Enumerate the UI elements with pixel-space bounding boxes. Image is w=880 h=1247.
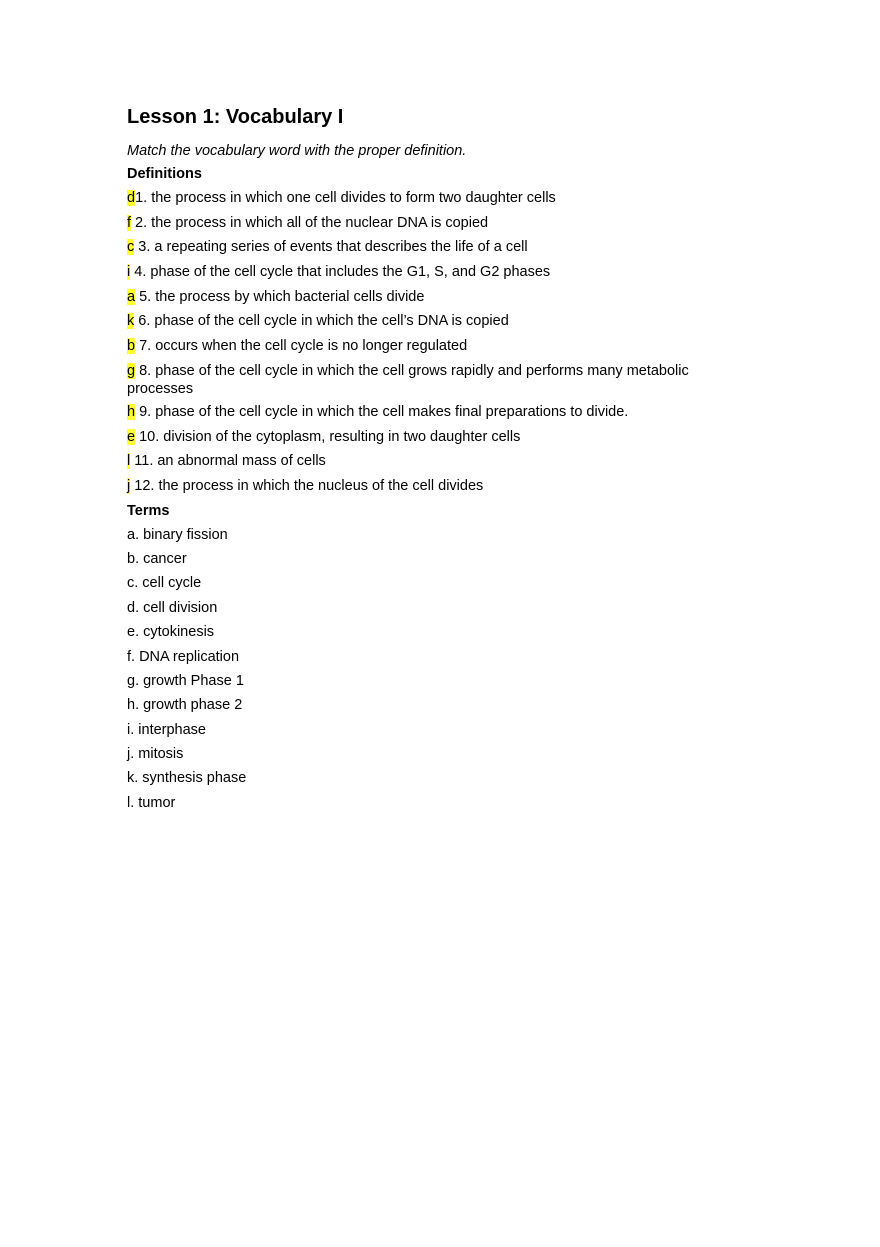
definition-item xyxy=(127,263,727,281)
definition-item xyxy=(127,477,727,495)
definition-item xyxy=(127,312,727,330)
definition-item xyxy=(127,214,727,232)
definition-item xyxy=(127,403,727,421)
terms-heading: Terms xyxy=(127,502,170,519)
answer-highlight: g xyxy=(127,362,136,379)
terms-list xyxy=(127,526,727,812)
answer-highlight: f xyxy=(127,214,132,231)
answer-highlight: e xyxy=(127,428,136,445)
answer-highlight: j xyxy=(127,477,131,494)
document-page xyxy=(127,104,727,818)
definitions-list xyxy=(127,189,727,495)
definition-item xyxy=(127,428,727,446)
definition-text: 11. an abnormal mass of cells xyxy=(130,453,326,470)
definition-text: 10. division of the cytoplasm, resulting in two daughter cells xyxy=(135,428,521,445)
term-item: k. synthesis phase xyxy=(127,770,247,787)
definition-item xyxy=(127,337,727,355)
term-item: l. tumor xyxy=(127,794,176,811)
definition-item xyxy=(127,288,727,306)
term-item: b. cancer xyxy=(127,550,187,567)
definition-text: 1. the process in which one cell divides to form two daughter cells xyxy=(135,190,556,206)
definition-text: 12. the process in which the nucleus of the cell divides xyxy=(130,477,484,494)
instructions-text: Match the vocabulary word with the proper definition. xyxy=(127,143,467,159)
answer-highlight: l xyxy=(127,453,131,470)
definition-item xyxy=(127,189,727,207)
term-item: a. binary fission xyxy=(127,526,228,543)
definition-item xyxy=(127,238,727,256)
definition-item xyxy=(127,362,727,398)
definition-text: 9. phase of the cell cycle in which the cell makes final preparations to divide. xyxy=(135,403,629,420)
term-item: h. growth phase 2 xyxy=(127,697,243,714)
answer-highlight: b xyxy=(127,338,136,355)
definition-text: 5. the process by which bacterial cells divide xyxy=(135,288,425,305)
answer-highlight: i xyxy=(127,264,131,281)
answer-highlight: c xyxy=(127,239,135,256)
term-item: c. cell cycle xyxy=(127,575,202,592)
term-item: j. mitosis xyxy=(127,746,184,763)
definitions-heading: Definitions xyxy=(127,166,202,182)
answer-highlight: k xyxy=(127,313,135,330)
term-item: g. growth Phase 1 xyxy=(127,672,244,689)
page-title: Lesson 1: Vocabulary I xyxy=(127,106,344,128)
term-item: f. DNA replication xyxy=(127,648,240,665)
answer-highlight: a xyxy=(127,288,136,305)
definition-text: 4. phase of the cell cycle that includes the G1, S, and G2 phases xyxy=(130,264,551,281)
definition-text: 6. phase of the cell cycle in which the cell’s DNA is copied xyxy=(134,313,509,330)
definition-text: 7. occurs when the cell cycle is no longer regulated xyxy=(135,338,468,355)
answer-highlight: d xyxy=(127,190,136,206)
term-item: e. cytokinesis xyxy=(127,624,215,641)
definition-text: 8. phase of the cell cycle in which the cell grows rapidly and performs many metabolic processes xyxy=(127,362,689,397)
definition-text: 2. the process in which all of the nuclear DNA is copied xyxy=(131,214,489,231)
definition-text: 3. a repeating series of events that describes the life of a cell xyxy=(134,239,528,256)
answer-highlight: h xyxy=(127,403,136,420)
definition-item xyxy=(127,452,727,470)
term-item: d. cell division xyxy=(127,599,218,616)
term-item: i. interphase xyxy=(127,721,206,738)
